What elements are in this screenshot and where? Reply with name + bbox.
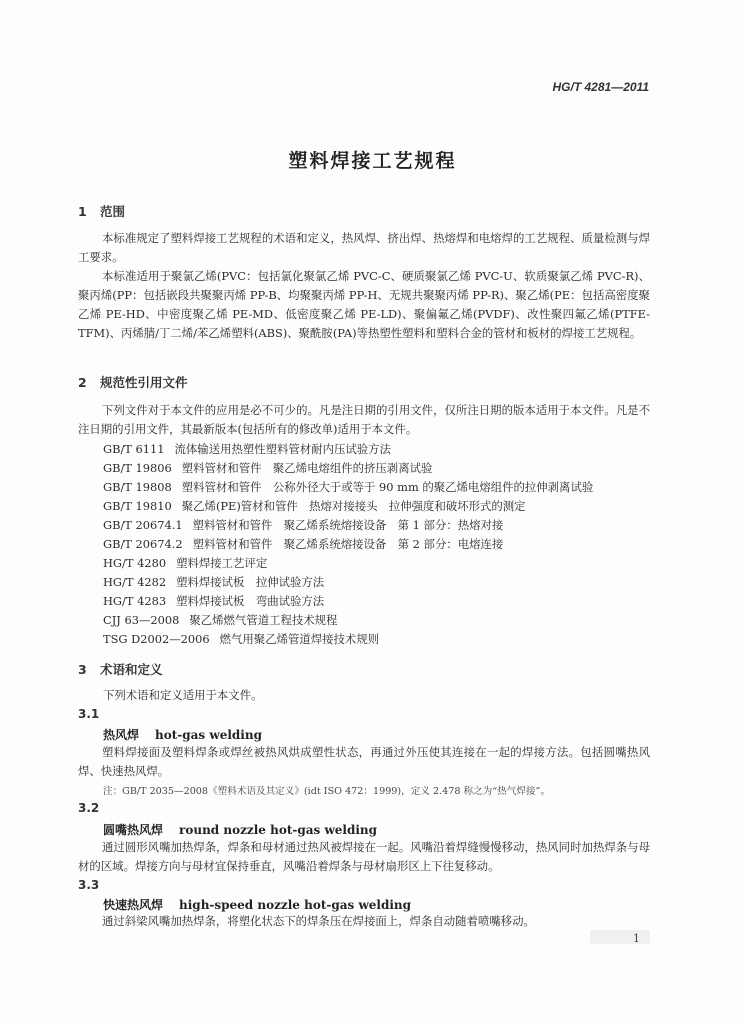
reference-item [103, 440, 391, 459]
term-zh: 热风焊 [103, 728, 140, 742]
paragraph: 下列文件对于本文件的应用是必不可少的。凡是注日期的引用文件，仅所注日期的版本适用于本文件。凡是不注日期的引用文件，其最新版本(包括所有的修改单)适用于本文件。 [78, 403, 650, 436]
reference-title: 燃气用聚乙烯管道焊接技术规则 [219, 632, 380, 646]
reference-title: 塑料管材和管件 聚乙烯系统熔接设备 第 2 部分：电熔连接 [192, 537, 504, 551]
clause-number: 3.1 [78, 707, 100, 721]
reference-title: 塑料管材和管件 聚乙烯系统熔接设备 第 1 部分：热熔对接 [192, 518, 504, 532]
term-en: high-speed nozzle hot-gas welding [179, 898, 412, 912]
reference-title: 塑料焊接工艺评定 [176, 556, 268, 570]
paragraph: 本标准适用于聚氯乙烯(PVC：包括氯化聚氯乙烯 PVC-C、硬质聚氯乙烯 PVC-U、软质聚氯乙烯 PVC-R)、聚丙烯(PP：包括嵌段共聚聚丙烯 PP-B、均聚聚丙烯 PP-H、无规共聚聚丙烯 PP-R)、聚乙烯(PE：包括高密度聚乙烯 PE-HD、中密度聚乙烯 PE-MD、低密度聚乙烯 PE-LD)、聚偏氟乙烯(PVDF)、改性聚四氟乙烯(PTFE-TFM)、丙烯腈/丁二烯/苯乙烯塑料(ABS)、聚酰胺(PA)等热塑性塑料和塑料合金的管材和板材的焊接工艺规程。 [78, 269, 650, 340]
term-definition: 通过斜梁风嘴加热焊条，将塑化状态下的焊条压在焊接面上，焊条自动随着喷嘴移动。 [102, 914, 535, 928]
term-en: round nozzle hot-gas welding [179, 823, 378, 837]
reference-code: TSG D2002—2006 [103, 632, 210, 646]
clause-number: 3.2 [78, 801, 100, 815]
reference-title: 塑料管材和管件 公称外径大于或等于 90 mm 的聚乙烯电熔组件的拉伸剥离试验 [181, 480, 594, 494]
reference-title: 塑料焊接试板 拉伸试验方法 [176, 575, 325, 589]
page-number: 1 [633, 932, 640, 945]
reference-item [103, 459, 432, 478]
section-title: 规范性引用文件 [100, 375, 188, 390]
reference-title: 塑料焊接试板 弯曲试验方法 [176, 594, 325, 608]
reference-item [103, 535, 503, 554]
paragraph: 本标准规定了塑料焊接工艺规程的术语和定义，热风焊、挤出焊、热熔焊和电熔焊的工艺规程、质量检测与焊工要求。 [78, 231, 650, 264]
reference-item [103, 516, 503, 535]
reference-item [103, 497, 526, 516]
scan-artifact [590, 930, 650, 944]
section-number: 2 [78, 375, 87, 390]
section-number: 1 [78, 204, 87, 219]
term-heading [103, 896, 411, 913]
term-heading [103, 726, 262, 743]
term-zh: 快速热风焊 [103, 898, 164, 912]
reference-item [103, 592, 324, 611]
standard-code: HG/T 4281—2011 [552, 80, 649, 94]
reference-item [103, 554, 267, 573]
section-1-heading [78, 202, 125, 220]
reference-code: GB/T 19806 [103, 461, 172, 475]
term-definition: 通过圆形风嘴加热焊条，焊条和母材通过热风被焊接在一起。风嘴沿着焊缝慢慢移动，热风同时加热焊条与母材的区域。焊接方向与母材宜保持垂直，风嘴沿着焊条与母材扇形区上下往复移动。 [78, 840, 650, 873]
reference-title: 聚乙烯燃气管道工程技术规程 [189, 613, 338, 627]
section-3-heading [78, 660, 163, 678]
term-definition: 塑料焊接面及塑料焊条或焊丝被热风烘成塑性状态，再通过外压使其连接在一起的焊接方法。包括圆嘴热风焊、快速热风焊。 [78, 745, 650, 778]
reference-title: 流体输送用热塑性塑料管材耐内压试验方法 [174, 442, 391, 456]
reference-item [103, 630, 379, 649]
reference-code: GB/T 19808 [103, 480, 172, 494]
reference-code: GB/T 20674.1 [103, 518, 183, 532]
term-zh: 圆嘴热风焊 [103, 823, 164, 837]
reference-item [103, 478, 593, 497]
reference-code: GB/T 6111 [103, 442, 165, 456]
section-2-heading [78, 373, 188, 391]
document-title: 塑料焊接工艺规程 [288, 150, 457, 172]
reference-code: CJJ 63—2008 [103, 613, 180, 627]
reference-code: GB/T 20674.2 [103, 537, 183, 551]
section-title: 范围 [100, 204, 126, 219]
reference-item [103, 611, 337, 630]
clause-number: 3.3 [78, 878, 100, 892]
reference-code: HG/T 4282 [103, 575, 167, 589]
reference-item [103, 573, 324, 592]
reference-code: HG/T 4283 [103, 594, 167, 608]
section-title: 术语和定义 [100, 662, 163, 677]
reference-code: GB/T 19810 [103, 499, 172, 513]
paragraph: 下列术语和定义适用于本文件。 [103, 688, 263, 702]
term-note: 注：GB/T 2035—2008《塑料术语及其定义》(idt ISO 472：1999)，定义 2.478 称之为“热气焊接”。 [103, 786, 551, 797]
term-en: hot-gas welding [155, 728, 262, 742]
reference-title: 塑料管材和管件 聚乙烯电熔组件的挤压剥离试验 [181, 461, 433, 475]
section-number: 3 [78, 662, 87, 677]
term-heading [103, 821, 377, 838]
reference-code: HG/T 4280 [103, 556, 167, 570]
reference-title: 聚乙烯(PE)管材和管件 热熔对接接头 拉伸强度和破坏形式的测定 [181, 499, 526, 513]
